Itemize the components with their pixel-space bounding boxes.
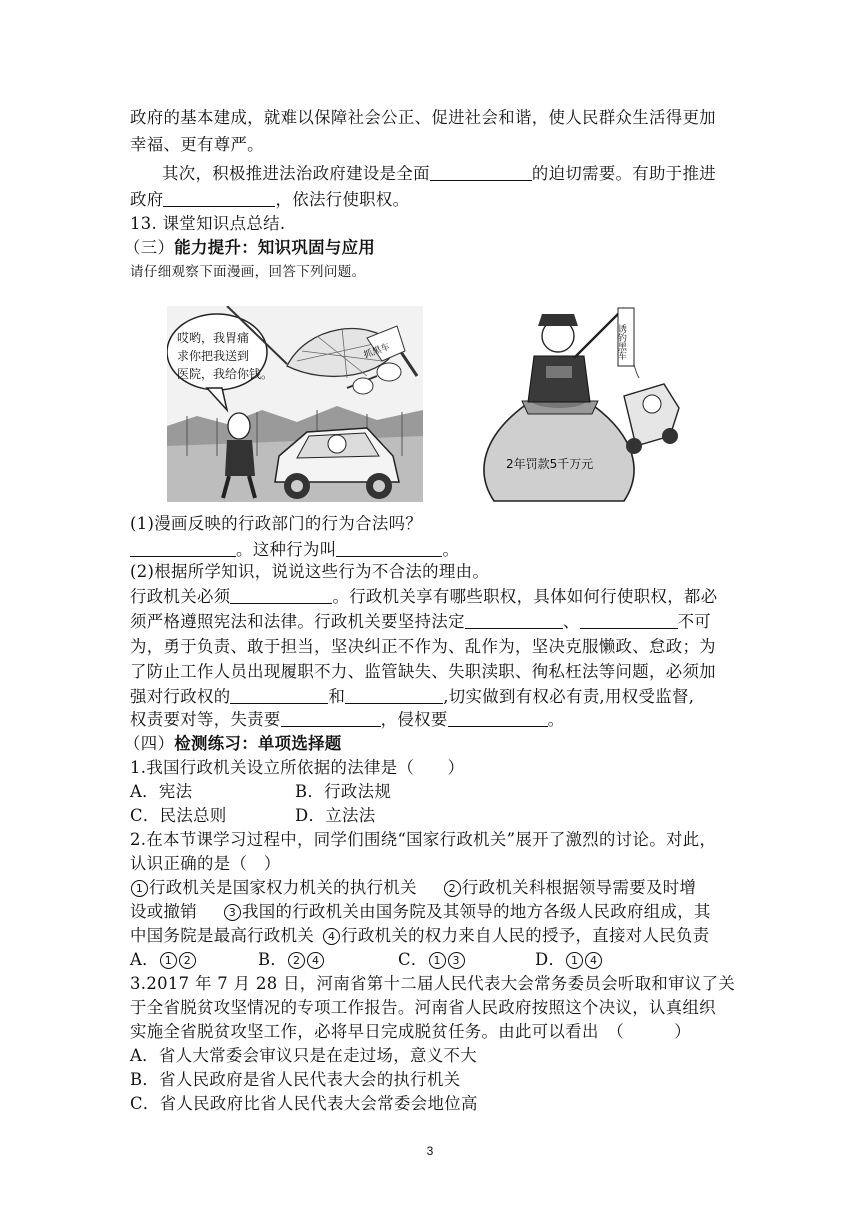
answer-blank[interactable] (163, 188, 275, 207)
answer-blank[interactable] (430, 162, 532, 181)
paragraph-line: 实施全省脱贫攻坚工作，必将早日完成脱贫任务。由此可以看出 （ ） (130, 1022, 691, 1041)
item-13: 13. 课堂知识点总结. (130, 214, 286, 233)
circled-number: 3 (224, 904, 241, 921)
option-letter: C． (398, 950, 428, 969)
text-run: 政府 (130, 190, 164, 209)
text-run: ，依法行使职权。 (275, 190, 410, 209)
cartoon-left (167, 306, 423, 502)
text-run: （三） (124, 238, 175, 257)
text-run: 行政机关必须 (130, 587, 231, 606)
section-heading-4 (124, 733, 342, 755)
question-1: (1)漫画反映的行政部门的行为合法吗？ (130, 514, 423, 533)
answer-blank[interactable] (345, 685, 443, 704)
text-run: 和 (328, 687, 346, 706)
statement-2: 行政机关科根据领导需要及时增 (461, 878, 697, 897)
circled-number: 4 (585, 952, 602, 969)
option-c[interactable]: C．省人民政府比省人民代表大会常委会地位高 (130, 1094, 478, 1113)
options-row (130, 949, 603, 971)
paragraph-line (162, 162, 716, 185)
options-row (130, 805, 375, 827)
rod-label: 诱钓黑车 (616, 324, 626, 360)
text-run: 权责要对等，失责要 (130, 710, 281, 729)
options-row (130, 781, 391, 803)
statements-line (130, 925, 709, 947)
option-d[interactable] (535, 950, 603, 969)
heading-text: 能力提升：知识巩固与应用 (174, 238, 376, 257)
text-run: 须严格遵照宪法和法律。行政机关要坚持法定 (130, 612, 465, 631)
circled-number: 1 (131, 880, 148, 897)
answer-blank[interactable] (336, 538, 442, 557)
answer-blank[interactable] (230, 585, 332, 604)
answer-blank[interactable] (580, 610, 678, 629)
paragraph-line (130, 610, 711, 633)
option-a[interactable]: A．宪法 (130, 782, 193, 801)
circled-number: 2 (444, 880, 461, 897)
text-run: 。这种行为叫 (236, 540, 337, 559)
option-c[interactable]: C．民法总则 (130, 806, 227, 825)
text-run: 。 (442, 540, 460, 559)
paragraph-line (130, 685, 694, 708)
text-run: 不可 (677, 612, 712, 631)
cartoon-left-image (167, 306, 423, 502)
circled-number: 3 (448, 952, 465, 969)
statement-2-cont: 设或撤销 (130, 902, 197, 921)
circled-number: 2 (179, 952, 196, 969)
text-run: ，侵权要 (380, 710, 448, 729)
text-run: 。 (547, 710, 565, 729)
bubble-text-3: 医院，我给你钱。 (177, 367, 274, 381)
circled-number: 4 (307, 952, 324, 969)
circled-number: 1 (429, 952, 446, 969)
page-number: 3 (426, 1144, 434, 1158)
text-run: 强对行政权的 (130, 687, 231, 706)
question-2: (2)根据所学知识，说说这些行为不合法的理由。 (130, 562, 490, 581)
paragraph-line: 为，勇于负责、敢于担当，坚决纠正不作为、乱作为，坚决克服懒政、怠政；为 (130, 637, 716, 656)
statement-4: 行政机关的权力来自人民的授予，直接对人民负责 (341, 926, 710, 945)
statements-line (130, 877, 696, 899)
text-run: （四） (124, 734, 175, 753)
cartoon-right (474, 296, 684, 508)
circled-number: 4 (323, 928, 340, 945)
answer-blank[interactable] (281, 708, 381, 727)
answer-blank[interactable] (130, 538, 236, 557)
text-run: 的迫切需要。有助于推进 (531, 164, 717, 183)
instruction: 请仔细观察下面漫画，回答下列问题。 (130, 264, 366, 280)
answer-blank[interactable] (465, 610, 563, 629)
text-run: ,切实做到有权必有责,用权受监督, (443, 687, 695, 706)
option-letter: B． (258, 950, 288, 969)
answer-line (130, 538, 459, 561)
text-run: 。行政机关享有哪些职权，具体如何行使职权，都必 (332, 587, 718, 606)
circled-number: 1 (566, 952, 583, 969)
paragraph-line: 幸福、更有尊严。 (130, 135, 264, 154)
cartoon-right-image (474, 296, 684, 508)
statements-line (130, 901, 711, 923)
bubble-text-2: 求你把我送到 (177, 349, 250, 363)
heading-text: 检测练习：单项选择题 (174, 734, 342, 753)
circled-number: 2 (288, 952, 305, 969)
statement-1: 行政机关是国家权力机关的执行机关 (149, 878, 417, 897)
answer-blank[interactable] (448, 708, 548, 727)
option-letter: D． (535, 950, 566, 969)
option-a[interactable] (130, 949, 258, 971)
question-item-2: 2.在本节课学习过程中，同学们围绕“国家行政机关”展开了激烈的讨论。对此， (130, 830, 717, 849)
option-b[interactable]: B．行政法规 (295, 782, 392, 801)
question-item-3: 3.2017 年 7 月 28 日，河南省第十二届人民代表大会常务委员会听取和审议了关 (130, 974, 736, 993)
text-run: 其次，积极推进法治政府建设是全面 (162, 164, 430, 183)
option-c[interactable] (398, 949, 535, 971)
question-item-1: 1.我国行政机关设立所依据的法律是（ ） (130, 758, 465, 777)
statement-3: 我国的行政机关由国务院及其领导的地方各级人民政府组成，其 (241, 902, 711, 921)
answer-blank[interactable] (230, 685, 328, 704)
section-heading-3 (124, 237, 375, 259)
option-letter: A． (130, 950, 159, 969)
option-b[interactable]: B．省人民政府是省人民代表大会的执行机关 (130, 1070, 461, 1089)
option-a[interactable]: A．省人大常委会审议只是在走过场，意义不大 (130, 1046, 477, 1065)
statement-3-cont: 中国务院是最高行政机关 (130, 926, 315, 945)
option-b[interactable] (258, 949, 398, 971)
paragraph-line: 了防止工作人员出现履职不力、监管缺失、失职渎职、徇私枉法等问题，必须加 (130, 662, 716, 681)
paragraph-line (130, 585, 718, 608)
bubble-text-1: 哎哟，我胃痛 (177, 331, 250, 345)
net-label: 抓黑车 (362, 342, 392, 361)
bag-label: 2年罚款5千万元 (506, 457, 594, 471)
circled-number: 1 (160, 952, 177, 969)
text-run: 、 (562, 612, 580, 631)
paragraph-line: 认识正确的是（ ） (130, 854, 281, 873)
paragraph-line (130, 708, 564, 731)
paragraph-line: 于全省脱贫攻坚情况的专项工作报告。河南省人民政府按照这个决议，认真组织 (130, 998, 716, 1017)
paragraph-line (130, 188, 409, 211)
option-d[interactable]: D．立法法 (295, 806, 376, 825)
paragraph-line: 政府的基本建成，就难以保障社会公正、促进社会和谐，使人民群众生活得更加 (130, 108, 716, 127)
